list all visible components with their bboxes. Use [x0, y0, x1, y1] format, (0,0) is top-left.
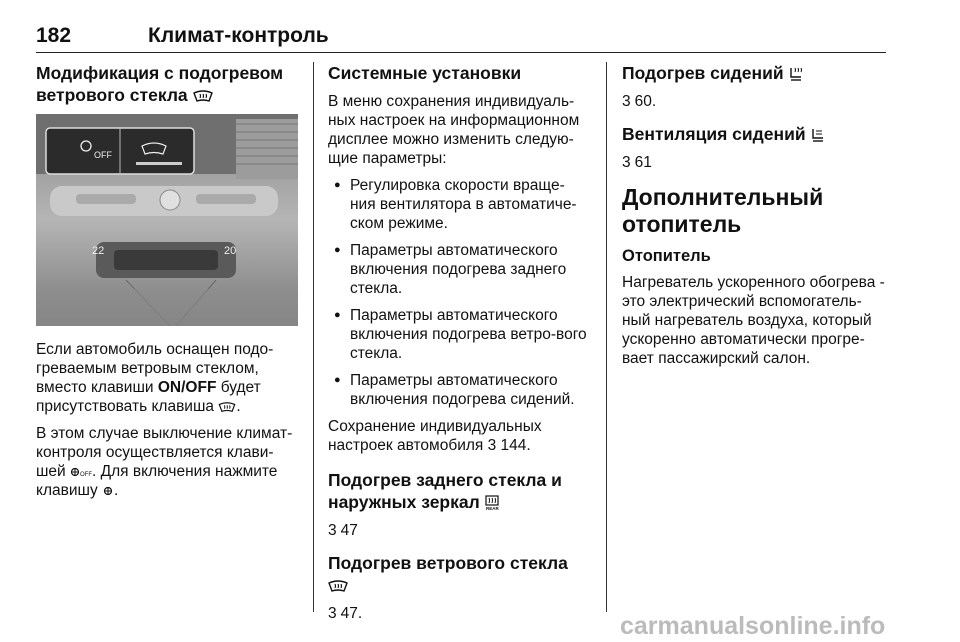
- section-title-seat-heat: Подогрев сидений: [622, 62, 888, 84]
- list-item: ● Параметры автоматического включения подогрева ветро-вого стекла.: [328, 306, 590, 363]
- page-header: [36, 24, 886, 53]
- rear-window-heat-icon: [485, 495, 499, 511]
- page-reference-link[interactable]: 144.: [500, 437, 531, 454]
- paragraph-fan-off: В этом случае выключение климат-контроля осуществляется клави-шей OFF . Для включения нажмите клавишу .: [36, 425, 293, 499]
- reference-arrow-icon: 3: [328, 605, 337, 622]
- reference-arrow-icon: 3: [328, 522, 337, 539]
- windscreen-heat-icon: [218, 401, 236, 413]
- climate-panel-photo: [36, 114, 298, 326]
- photo-temp-left: 22: [92, 245, 105, 257]
- paragraph-save-settings: Сохранение индивидуальных настроек автомобиля 3 144.: [328, 418, 542, 454]
- page-reference-link[interactable]: 61: [634, 154, 652, 171]
- section-title-aux-heater: Дополнительный отопитель: [622, 184, 824, 237]
- reference-arrow-icon: 3: [622, 93, 631, 110]
- photo-off-label: OFF: [94, 150, 112, 160]
- paragraph-settings-intro: В меню сохранения индивидуаль-ных настроек на информационном дисплее можно изменить следую-щие параметры:: [328, 93, 580, 167]
- on-off-key-label: ON/OFF: [157, 379, 217, 396]
- paragraph-heater: Нагреватель ускоренного обогрева - это электрический вспомогатель-ный нагреватель воздуха, который ускоренно автоматически прогре-вает пассажирский салон.: [622, 274, 885, 367]
- page-reference-link[interactable]: 47: [340, 522, 358, 539]
- section-title-windscreen-heat: Подогрев ветрового стекла: [328, 552, 590, 596]
- reference-rear-window: [328, 521, 590, 540]
- page-reference-link[interactable]: 47.: [340, 605, 363, 622]
- reference-arrow-icon: 3: [622, 154, 631, 171]
- column-2: [328, 62, 590, 635]
- svg-text:REAR: REAR: [485, 506, 499, 512]
- windscreen-heat-icon: [328, 579, 348, 593]
- chapter-title: Климат-контроль: [148, 24, 329, 47]
- page-number: 182: [36, 24, 72, 47]
- seat-vent-icon: [810, 127, 826, 143]
- column-divider: [313, 62, 314, 612]
- column-divider: [606, 62, 607, 612]
- reference-seat-heat: [622, 92, 888, 111]
- section-title-system-settings: Системные установки: [328, 63, 522, 83]
- section-title-rear-window: Подогрев заднего стекла и наружных зеркал REAR: [328, 470, 562, 512]
- seat-heat-icon: [788, 66, 804, 82]
- reference-windscreen: [328, 604, 590, 623]
- reference-seat-vent: [622, 153, 888, 172]
- photo-temp-right: 20: [224, 245, 237, 257]
- list-item: ● Параметры автоматического включения подогрева заднего стекла.: [328, 241, 590, 298]
- column-1: [36, 62, 298, 508]
- column-3: [622, 62, 888, 376]
- svg-text:OFF: OFF: [80, 471, 93, 478]
- list-item: ● Регулировка скорости враще-ния вентилятора в автоматиче-ском режиме.: [328, 176, 590, 233]
- reference-arrow-icon: 3: [487, 437, 497, 454]
- subsection-title-heater: Отопитель: [622, 247, 711, 265]
- list-item: ● Параметры автоматического включения подогрева сидений.: [328, 371, 590, 409]
- fan-icon: [102, 484, 114, 498]
- settings-list: [328, 176, 590, 409]
- watermark: carmanualsonline.info: [620, 612, 886, 640]
- section-title-windscreen-variant: Модификация с подогревом ветрового стекла: [36, 63, 284, 105]
- paragraph-windscreen-key: Если автомобиль оснащен подо-греваемым ветровым стеклом, вместо клавиши ON/OFF будет присутствовать клавиша .: [36, 341, 274, 415]
- windscreen-heat-icon: [193, 89, 213, 103]
- page-reference-link[interactable]: 60.: [634, 93, 657, 110]
- section-title-seat-vent: Вентиляция сидений: [622, 123, 888, 145]
- fan-off-icon: [70, 465, 92, 479]
